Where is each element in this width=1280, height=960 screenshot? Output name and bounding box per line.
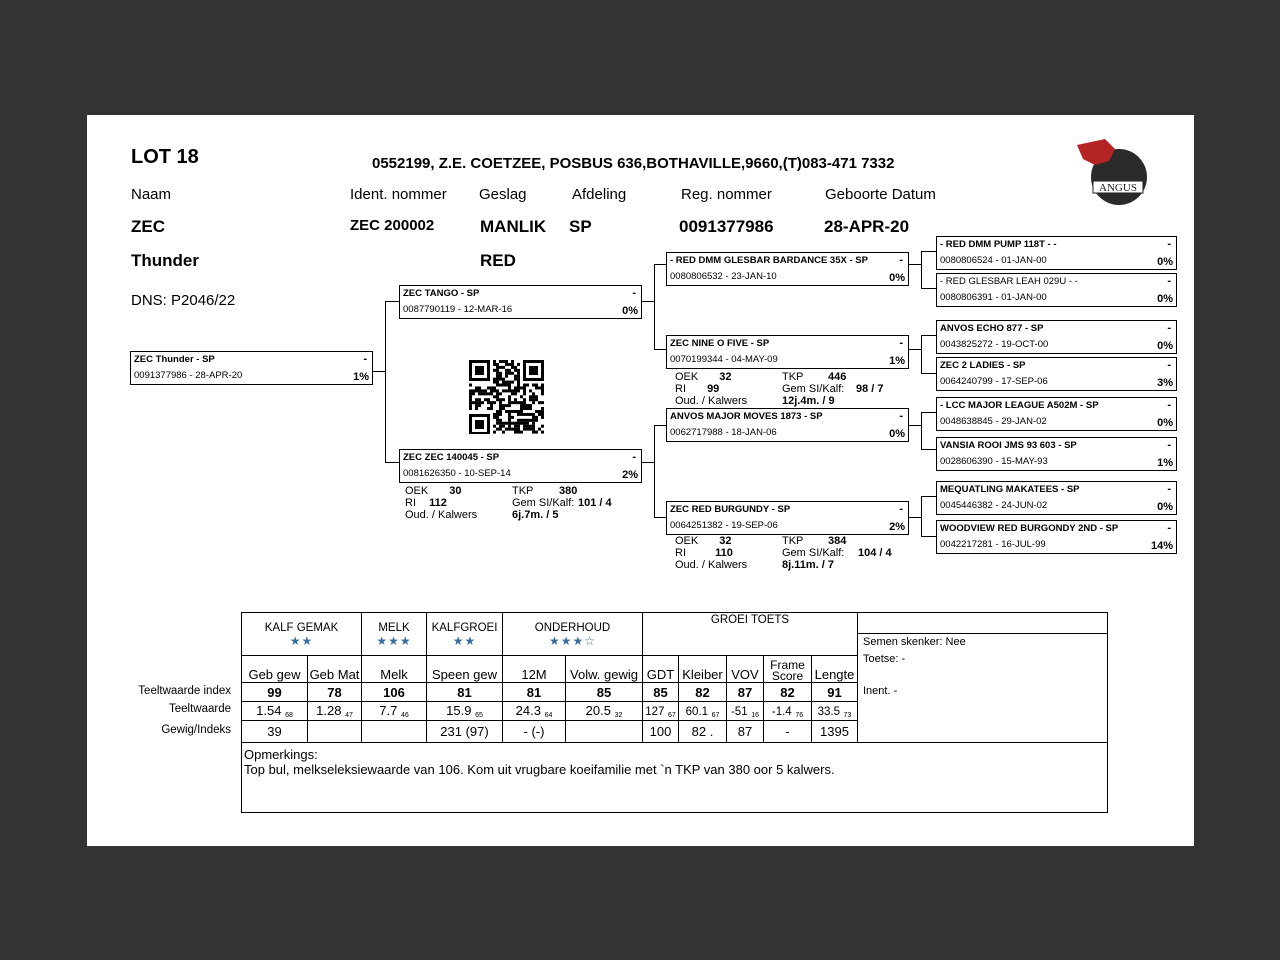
stars-melk: ★★★ [362,634,427,656]
pedigree-pct: 1% [353,371,369,383]
gewig-value: - [764,721,812,743]
col-gdt: GDT [643,656,679,683]
col-melk: Melk [362,656,427,683]
oek-label: OEK [405,485,429,497]
pedigree-pct: 2% [622,469,638,481]
teeltwaarde-value: 7.7 [379,703,398,718]
connector [921,251,922,288]
pedigree-id: 0045446382 - 24-JUN-02 [940,500,1048,511]
col-12m: 12M [503,656,566,683]
teeltwaarde-value: 1.54 [256,703,282,718]
connector [921,373,936,374]
hdr-naam: Naam [131,186,172,203]
pedigree-pct: 1% [1157,457,1173,469]
index-value: 85 [643,683,679,702]
pedigree-sire-dam [666,335,909,369]
teeltwaarde-value: -51 [730,706,748,718]
tkp-label: TKP [782,535,804,547]
hdr-afdeling: Afdeling [572,186,627,203]
pedigree-dash: - [1167,522,1171,534]
tkp-value: 384 [828,535,847,547]
gewig-value: 100 [643,721,679,743]
group-kalf-gemak: KALF GEMAK [242,613,362,634]
teeltwaarde-value: 33.5 [817,706,840,718]
pedigree-dash: - [363,353,367,365]
connector [921,412,936,413]
pedigree-pct: 2% [889,521,905,533]
accuracy-value: 68 [285,712,293,719]
col-kleiber: Kleiber [679,656,727,683]
accuracy-value: 67 [711,712,720,719]
connector [921,335,936,336]
connector [921,496,922,536]
index-value: 81 [427,683,503,702]
tkp-label: TKP [782,371,804,383]
dns-number: DNS: P2046/22 [131,292,236,309]
oek-value: 32 [719,535,732,547]
group-onderhoud: ONDERHOUD [503,613,643,634]
connector [385,301,399,302]
connector [921,496,936,497]
oud-label: Oud. / Kalwers [675,395,748,407]
pedigree-dash: - [899,410,903,422]
group-groei-toets: GROEI TOETS [643,613,858,656]
index-value: 78 [308,683,362,702]
group-kalfgroei: KALFGROEI [427,613,503,634]
oud-label: Oud. / Kalwers [405,509,478,521]
ri-label: RI [405,497,416,509]
index-value: 81 [503,683,566,702]
pedigree-dash: - [1167,483,1171,495]
pedigree-pct: 1% [889,355,905,367]
pedigree-name: ZEC Thunder - SP [134,354,215,365]
accuracy-value: 76 [795,712,804,719]
pedigree-dash: - [632,287,636,299]
pedigree-name: ZEC RED BURGUNDY - SP [670,504,791,515]
teeltwaarde-cell [503,702,566,721]
hdr-ident: Ident. nommer [350,186,447,203]
pedigree-name: ANVOS MAJOR MOVES 1873 - SP [670,411,823,422]
remarks-label: Opmerkings: [244,747,318,762]
pedigree-sss [936,236,1177,270]
pedigree-id: 0070199344 - 04-MAY-09 [670,354,778,365]
pedigree-id: 0062717988 - 18-JAN-06 [670,427,777,438]
gem-value: 101 / 4 [578,497,612,509]
index-value: 87 [727,683,764,702]
pedigree-name: - RED DMM GLESBAR BARDANCE 35X - SP [670,255,868,266]
pedigree-dss [936,397,1177,431]
animal-geslag: MANLIK [480,217,547,236]
pedigree-dash: - [1167,399,1171,411]
pedigree-id: 0080806524 - 01-JAN-00 [940,255,1047,266]
pedigree-sire-sire [666,252,909,286]
animal-name-1: ZEC [131,217,165,236]
lot-sheet [87,115,1194,846]
dam-stats [405,485,612,521]
pedigree-dds [936,481,1177,515]
index-value: 91 [812,683,858,702]
dam-dam-stats [675,535,892,571]
animal-ident: ZEC 200002 [350,217,435,234]
ri-value: 110 [715,547,733,559]
accuracy-value: 67 [668,712,676,719]
pedigree-name: MEQUATLING MAKATEES - SP [940,484,1080,495]
teeltwaarde-value: -1.4 [771,706,792,718]
pedigree-id: 0087790119 - 12-MAR-16 [403,304,513,315]
stars-kalf-gemak: ★★ [242,634,362,656]
connector [909,264,921,265]
accuracy-value: 47 [345,712,353,719]
gewig-value: 39 [242,721,308,743]
teeltwaarde-cell [764,702,812,721]
tkp-label: TKP [512,485,534,497]
info-cell [858,634,1108,743]
connector [921,449,936,450]
pedigree-pct: 0% [1157,501,1173,513]
gem-value: 98 / 7 [856,383,884,395]
col-speen-gew: Speen gew [427,656,503,683]
pedigree-id: 0064251382 - 19-SEP-06 [670,520,778,531]
oek-label: OEK [675,535,699,547]
col-volw-gewig: Volw. gewig [566,656,643,683]
pedigree-dash: - [632,451,636,463]
accuracy-value: 73 [843,712,852,719]
col-frame-score: Frame Score [764,656,812,683]
stars-kalfgroei: ★★ [427,634,503,656]
index-value: 82 [679,683,727,702]
remarks [242,743,1108,813]
row-label-teeltwaarde: Teeltwaarde [168,703,231,715]
pedigree-id: 0028606390 - 15-MAY-93 [940,456,1048,467]
accuracy-value: 64 [544,712,553,719]
pedigree-id: 0091377986 - 28-APR-20 [134,370,243,381]
owner-line: 0552199, Z.E. COETZEE, POSBUS 636,BOTHAVILLE,9660,(T)083-471 7332 [372,155,895,172]
ri-label: RI [675,383,686,395]
pedigree-dash: - [1167,439,1171,451]
teeltwaarde-cell [727,702,764,721]
pedigree-name: VANSIA ROOI JMS 93 603 - SP [940,440,1077,451]
gem-value: 104 / 4 [858,547,892,559]
col-vov: VOV [727,656,764,683]
connector [654,425,655,517]
ri-label: RI [675,547,686,559]
row-label-index: Teeltwaarde index [138,685,231,697]
teeltwaarde-value: 127 [645,706,665,718]
pedigree-id: 0048638845 - 29-JAN-02 [940,416,1047,427]
pedigree-name: ZEC 2 LADIES - SP [940,360,1026,371]
gem-label: Gem SI/Kalf: [512,497,575,509]
pedigree-name: ZEC ZEC 140045 - SP [403,452,500,463]
gewig-value [308,721,362,743]
animal-reg: 0091377986 [679,217,774,236]
teeltwaarde-cell [308,702,362,721]
connector [921,335,922,373]
index-value: 85 [566,683,643,702]
teeltwaarde-value: 1.28 [316,703,342,718]
teeltwaarde-value: 20.5 [585,703,611,718]
pedigree-pct: 14% [1150,540,1173,552]
teeltwaarde-cell [427,702,503,721]
connector [642,462,654,463]
oud-value: 6j.7m. / 5 [512,509,559,521]
performance-table [241,612,1108,813]
pedigree-id: 0081626350 - 10-SEP-14 [403,468,511,479]
col-lengte: Lengte [812,656,858,683]
teeltwaarde-value: 60.1 [685,706,708,718]
svg-text:ANGUS: ANGUS [1099,182,1137,194]
pedigree-name: - RED DMM PUMP 118T - - [940,239,1057,250]
hdr-geslag: Geslag [479,186,527,203]
pedigree-dash: - [899,337,903,349]
animal-geboorte: 28-APR-20 [824,217,910,236]
toetse: Toetse: - [863,653,906,665]
teeltwaarde-cell [362,702,427,721]
pedigree-pct: 0% [622,305,638,317]
oud-value: 12j.4m. / 9 [782,395,835,407]
qr-code [469,360,547,434]
oud-value: 8j.11m. / 7 [782,559,834,571]
pedigree-dam [399,449,642,483]
remarks-text: Top bul, melkseleksiewaarde van 106. Kom uit vrugbare koeifamilie met `n TKP van 380 oor 5 kalwers. [244,762,835,777]
connector [654,264,655,349]
accuracy-value: 46 [400,712,409,719]
oek-value: 32 [719,371,732,383]
index-value: 99 [242,683,308,702]
connector [654,264,666,265]
oud-label: Oud. / Kalwers [675,559,748,571]
teeltwaarde-value: 24.3 [515,703,541,718]
accuracy-value: 16 [751,712,760,719]
pedigree-name: ANVOS ECHO 877 - SP [940,323,1044,334]
pedigree-name: WOODVIEW RED BURGONDY 2ND - SP [940,523,1119,534]
animal-name-2: Thunder [131,251,199,270]
teeltwaarde-cell [679,702,727,721]
hdr-geboorte: Geboorte Datum [825,186,936,203]
pedigree-pct: 3% [1157,377,1173,389]
stars-onderhoud: ★★★☆ [503,634,643,656]
connector [385,301,386,463]
hdr-reg: Reg. nommer [681,186,772,203]
connector [909,425,921,426]
connector [921,288,936,289]
pedigree-pct: 0% [1157,293,1173,305]
pedigree-dash: - [1167,359,1171,371]
pedigree-sds [936,320,1177,354]
pedigree-dash: - [899,254,903,266]
pedigree-id: 0064240799 - 17-SEP-06 [940,376,1048,387]
pedigree-id: 0043825272 - 19-OCT-00 [940,339,1049,350]
gem-label: Gem SI/Kalf: [782,547,845,559]
connector [921,251,936,252]
gewig-value: 82 . [679,721,727,743]
connector [921,412,922,449]
inent: Inent. - [863,685,898,697]
pedigree-pct: 0% [1157,417,1173,429]
angus-logo [1075,137,1151,207]
animal-kleur: RED [480,251,516,270]
col-geb-gew: Geb gew [242,656,308,683]
pedigree-dash: - [1167,238,1171,250]
connector [654,349,666,350]
accuracy-value: 32 [614,712,623,719]
oek-label: OEK [675,371,699,383]
pedigree-name: ZEC TANGO - SP [403,288,480,299]
ri-value: 112 [429,497,447,509]
sire-dam-stats [675,371,884,407]
teeltwaarde-cell [242,702,308,721]
pedigree-id: 0080806391 - 01-JAN-00 [940,292,1047,303]
pedigree-dsd [936,437,1177,471]
gewig-value: - (-) [503,721,566,743]
index-value: 106 [362,683,427,702]
pedigree-self [130,351,373,385]
gewig-value: 231 (97) [427,721,503,743]
tkp-value: 380 [559,485,578,497]
gewig-value: 1395 [812,721,858,743]
pedigree-dash: - [1167,275,1171,287]
connector [909,349,921,350]
tkp-value: 446 [828,371,847,383]
group-melk: MELK [362,613,427,634]
pedigree-sire [399,285,642,319]
pedigree-pct: 0% [1157,256,1173,268]
index-value: 82 [764,683,812,702]
lot-number: LOT 18 [131,146,199,168]
info-blank [858,613,1108,634]
gewig-value: 87 [727,721,764,743]
connector [921,536,936,537]
semen-donor: Semen skenker: Nee [863,636,966,648]
pedigree-id: 0080806532 - 23-JAN-10 [670,271,777,282]
pedigree-pct: 0% [1157,340,1173,352]
connector [385,462,399,463]
pedigree-name: - LCC MAJOR LEAGUE A502M - SP [940,400,1099,411]
connector [642,301,654,302]
connector [373,371,385,372]
gewig-value [362,721,427,743]
pedigree-dash: - [1167,322,1171,334]
teeltwaarde-value: 15.9 [446,703,472,718]
pedigree-sdd [936,357,1177,391]
gewig-value [566,721,643,743]
pedigree-pct: 0% [889,272,905,284]
pedigree-name: ZEC NINE O FIVE - SP [670,338,770,349]
pedigree-pct: 0% [889,428,905,440]
pedigree-ddd [936,520,1177,554]
ri-value: 99 [707,383,720,395]
col-geb-mat: Geb Mat [308,656,362,683]
connector [654,517,666,518]
animal-afdeling: SP [569,217,592,236]
gem-label: Gem SI/Kalf: [782,383,845,395]
teeltwaarde-cell [812,702,858,721]
oek-value: 30 [449,485,462,497]
pedigree-dam-sire [666,408,909,442]
connector [654,425,666,426]
pedigree-dam-dam [666,501,909,535]
pedigree-name: - RED GLESBAR LEAH 029U - - [940,276,1078,287]
connector [909,517,921,518]
teeltwaarde-cell [566,702,643,721]
row-label-gewig: Gewig/Indeks [161,724,231,736]
teeltwaarde-cell [643,702,679,721]
pedigree-ssd [936,273,1177,307]
accuracy-value: 65 [475,712,483,719]
pedigree-dash: - [899,503,903,515]
pedigree-id: 0042217281 - 16-JUL-99 [940,539,1046,550]
